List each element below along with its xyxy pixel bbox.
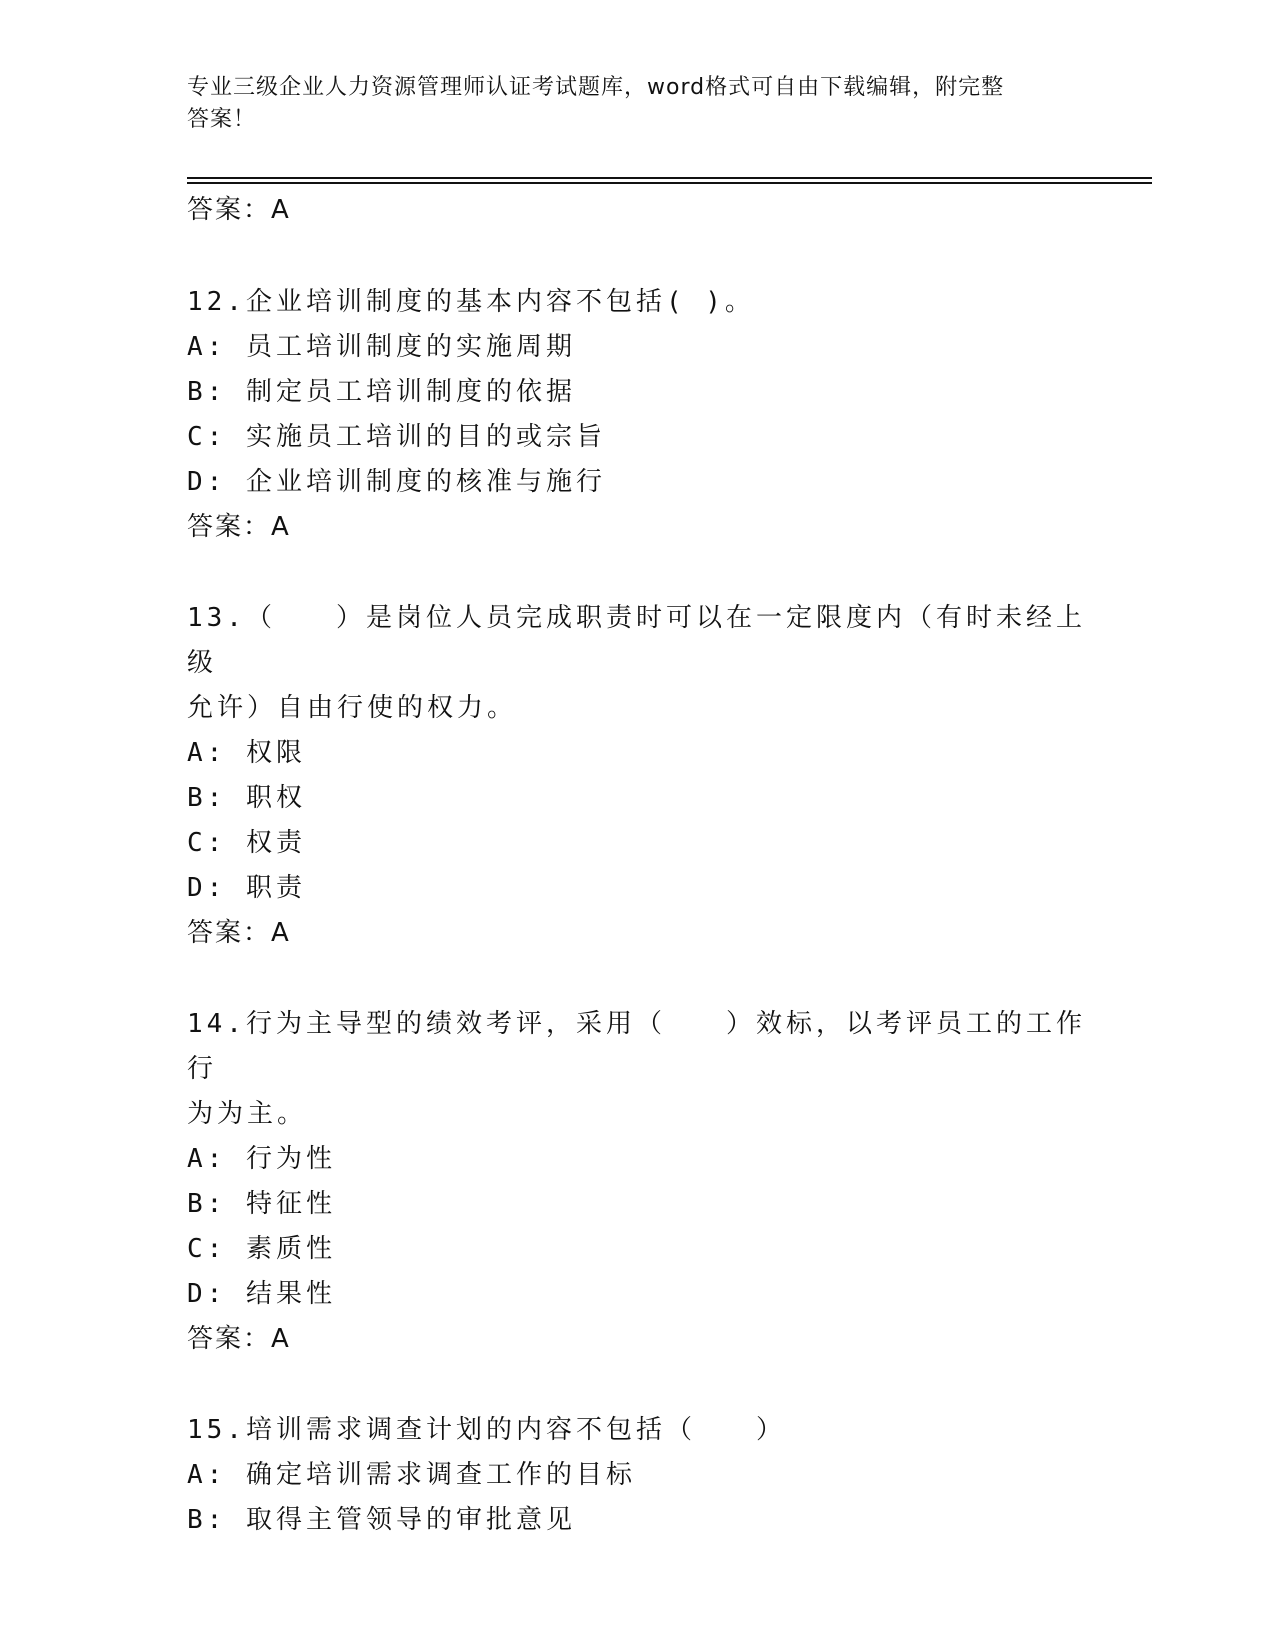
header-divider-bottom <box>187 182 1152 184</box>
question-text: 13.（ ）是岗位人员完成职责时可以在一定限度内（有时未经上级 <box>187 603 1086 678</box>
question-12 <box>187 280 1087 550</box>
option-d: D: 企业培训制度的核准与施行 <box>187 467 606 497</box>
option-d: D: 结果性 <box>187 1279 336 1309</box>
answer: 答案：A <box>187 512 291 542</box>
question-text-continued: 为为主。 <box>187 1099 308 1129</box>
answer: 答案：A <box>187 1324 291 1354</box>
option-b: B: 特征性 <box>187 1189 336 1219</box>
question-text-continued: 允许）自由行使的权力。 <box>187 693 518 723</box>
option-b: B: 职权 <box>187 783 306 813</box>
previous-answer: 答案：A <box>187 195 291 225</box>
question-text: 14.行为主导型的绩效考评，采用（ ）效标，以考评员工的工作行 <box>187 1009 1086 1084</box>
header-line-1: 专业三级企业人力资源管理师认证考试题库，word格式可自由下载编辑，附完整 <box>187 75 1005 100</box>
question-list <box>187 280 1087 1589</box>
question-15 <box>187 1408 1087 1543</box>
answer: 答案：A <box>187 918 291 948</box>
option-b: B: 制定员工培训制度的依据 <box>187 377 576 407</box>
option-c: C: 素质性 <box>187 1234 336 1264</box>
option-a: A: 员工培训制度的实施周期 <box>187 332 576 362</box>
question-text: 12.企业培训制度的基本内容不包括( )。 <box>187 287 755 317</box>
header-line-2: 答案！ <box>187 107 257 132</box>
option-d: D: 职责 <box>187 873 306 903</box>
option-c: C: 权责 <box>187 828 306 858</box>
header-divider-top <box>187 177 1152 179</box>
question-14 <box>187 1002 1087 1362</box>
document-header <box>187 72 1067 136</box>
option-a: A: 行为性 <box>187 1144 336 1174</box>
option-a: A: 权限 <box>187 738 306 768</box>
option-b: B: 取得主管领导的审批意见 <box>187 1505 576 1535</box>
question-text: 15.培训需求调查计划的内容不包括（ ） <box>187 1415 786 1445</box>
option-c: C: 实施员工培训的目的或宗旨 <box>187 422 606 452</box>
question-13 <box>187 596 1087 956</box>
option-a: A: 确定培训需求调查工作的目标 <box>187 1460 636 1490</box>
